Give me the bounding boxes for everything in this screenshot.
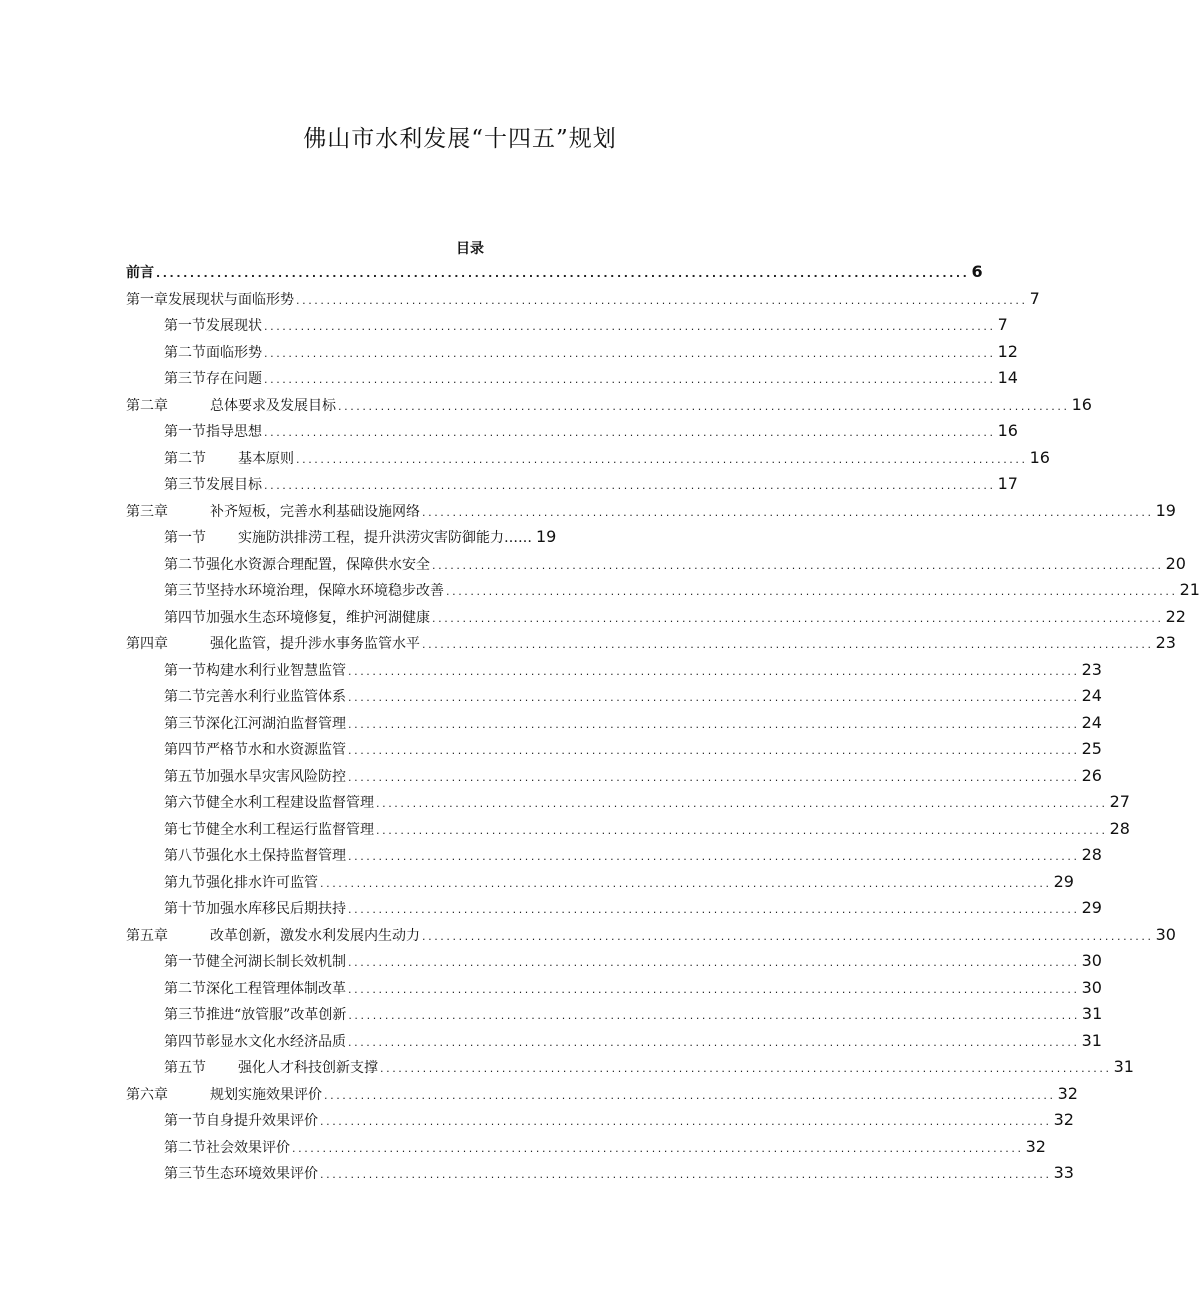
toc-entry-label [164, 368, 262, 388]
toc-page-number: 16 [997, 421, 1018, 440]
toc-page-number: 32 [1025, 1136, 1046, 1156]
toc-entry[interactable] [164, 792, 1130, 814]
toc-entry-label [164, 898, 346, 918]
toc-entry-number: 第八节强化水土保持监督管理 [164, 848, 346, 864]
toc-page-number: 23 [1155, 633, 1176, 652]
toc-entry-number: 第九节强化排水许可监管 [164, 874, 318, 891]
toc-entry[interactable] [164, 553, 1186, 576]
toc-entry-number: 第三节深化江河湖泊监督管理 [164, 715, 346, 732]
toc-page-number: 16 [1071, 394, 1092, 414]
toc-page-number: 30 [1081, 977, 1102, 997]
toc-leader-dots: ........................................................................................................................ [324, 1088, 1056, 1102]
toc-page-number: 25 [1081, 739, 1102, 758]
toc-entry[interactable] [164, 712, 1102, 735]
toc-entry-label [164, 1163, 318, 1183]
toc-entry-number: 前言 [126, 265, 154, 281]
toc-page-number: 31 [1113, 1057, 1134, 1076]
toc-leader-dots: ........................................................................................................................ [156, 267, 970, 280]
toc-entry[interactable] [164, 341, 1018, 364]
toc-leader-dots: ........................................................................................................................ [348, 1009, 1080, 1022]
toc-page-number: 19 [536, 527, 557, 546]
toc-entry[interactable] [126, 1083, 1078, 1106]
toc-leader-dots: ........................................................................................................................ [264, 426, 996, 439]
toc-entry-number: 第二节完善水利行业监管体系 [164, 689, 346, 705]
toc-entry-label [126, 395, 336, 415]
toc-entry-number: 第三节坚持水环境治理，保障水环境稳步改善 [164, 583, 444, 599]
toc-entry[interactable] [164, 606, 1186, 629]
toc-leader-dots: ........................................................................................................................ [348, 717, 1080, 731]
toc-page-number: 12 [997, 341, 1018, 361]
toc-page-number: 30 [1081, 951, 1102, 970]
toc-entry-label [164, 421, 262, 441]
toc-page-number: 16 [1029, 447, 1050, 467]
toc-entry-title: 总体要求及发展目标 [210, 397, 336, 414]
toc-entry-number: 第三节发展目标 [164, 477, 262, 493]
toc-entry[interactable] [164, 368, 1018, 390]
toc-entry-number: 第三节存在问题 [164, 371, 262, 387]
toc-entry[interactable] [164, 871, 1074, 894]
toc-entry-title: 规划实施效果评价 [210, 1086, 322, 1103]
toc-page-number: 32 [1053, 1110, 1074, 1129]
toc-leader-dots: ........................................................................................................................ [264, 346, 996, 360]
toc-page-number: 7 [997, 315, 1008, 334]
toc-entry[interactable] [126, 288, 1040, 311]
toc-entry-label [164, 1137, 290, 1157]
toc-leader-dots: ........................................................................................................................ [320, 876, 1052, 890]
toc-entry-label [164, 1004, 346, 1024]
toc-entry-number: 第五节加强水旱灾害风险防控 [164, 768, 346, 785]
toc-entry-number: 第一章发展现状与面临形势 [126, 291, 294, 308]
toc-page-number: 23 [1081, 659, 1102, 679]
toc-entry-number: 第三章 [126, 503, 168, 520]
toc-entry-number: 第四节加强水生态环境修复，维护河湖健康 [164, 609, 430, 626]
toc-entry-label [164, 766, 346, 786]
toc-entry[interactable] [164, 845, 1102, 867]
toc-page-number: 33 [1053, 1163, 1074, 1182]
toc-entry-number: 第六章 [126, 1086, 168, 1103]
toc-entry-number: 第一节构建水利行业智慧监管 [164, 662, 346, 679]
toc-entry-title: 补齐短板，完善水利基础设施网络 [210, 503, 420, 520]
toc-page-number: 22 [1165, 606, 1186, 626]
toc-leader-dots: ........................................................................................................................ [348, 664, 1080, 678]
toc-entry-label [164, 474, 262, 494]
toc-entry-label [164, 739, 346, 759]
toc-entry[interactable] [126, 394, 1092, 417]
toc-entry-number: 第二节深化工程管理体制改革 [164, 980, 346, 997]
toc-leader-dots: ........................................................................................................................ [446, 585, 1178, 598]
toc-leader-dots: ........................................................................................................................ [296, 452, 1028, 466]
toc-entry[interactable] [164, 527, 640, 549]
toc-entry-title: 强化监管，提升涉水事务监管水平 [210, 636, 420, 652]
toc-entry[interactable] [164, 1004, 1103, 1026]
toc-entry-label [164, 527, 532, 547]
toc-entry[interactable] [126, 500, 1176, 523]
toc-page-number: 28 [1109, 818, 1130, 838]
toc-entry[interactable] [164, 447, 1050, 470]
toc-entry-label [164, 1110, 318, 1130]
toc-entry[interactable] [164, 474, 1018, 496]
toc-entry-number: 第七节健全水利工程运行监督管理 [164, 821, 374, 838]
toc-page-number: 30 [1155, 924, 1176, 944]
toc-entry-label [126, 633, 420, 653]
toc-leader-dots: ........................................................................................................................ [422, 929, 1154, 943]
toc-page-number: 32 [1057, 1083, 1078, 1103]
toc-entry-number: 第二章 [126, 397, 168, 414]
toc-entry-label [164, 580, 444, 600]
toc-entry-number: 第三节生态环境效果评价 [164, 1166, 318, 1182]
toc-page-number: 14 [997, 368, 1018, 387]
toc-entry-label [164, 342, 262, 362]
toc-leader-dots: ........................................................................................................................ [338, 399, 1070, 413]
toc-entry-title: 基本原则 [238, 450, 294, 467]
toc-entry[interactable] [126, 262, 983, 284]
toc-entry-label [164, 792, 374, 812]
toc-entry[interactable] [164, 1136, 1046, 1159]
toc-entry-label [164, 978, 346, 998]
toc-page-number: 20 [1165, 553, 1186, 573]
toc-page-number: 24 [1081, 686, 1102, 705]
toc-entry-label [164, 607, 430, 627]
toc-entry[interactable] [164, 1163, 1074, 1185]
toc-page-number: 29 [1081, 898, 1102, 917]
toc-leader-dots: ........................................................................................................................ [320, 1168, 1052, 1181]
toc-leader-dots: ........................................................................................................................ [264, 373, 996, 386]
toc-entry-title: 改革创新，激发水利发展内生动力 [210, 927, 420, 944]
toc-entry[interactable] [164, 1110, 1074, 1132]
toc-page-number: 7 [1029, 288, 1040, 308]
toc-entry-label [126, 925, 420, 945]
toc-entry-label [164, 448, 294, 468]
toc-entry-label [126, 262, 154, 282]
toc-page-number: 6 [971, 262, 983, 281]
toc-leader-dots: ........................................................................................................................ [422, 505, 1154, 519]
toc-entry-number: 第三节推进“放管服”改革创新 [164, 1007, 347, 1023]
toc-leader-dots: ........................................................................................................................ [320, 1115, 1052, 1128]
document-title: 佛山市水利发展“十四五”规划 [303, 126, 617, 152]
toc-entry-number: 第二节社会效果评价 [164, 1139, 290, 1156]
toc-entry[interactable] [126, 633, 1176, 655]
toc-entry-number: 第四节彰显水文化水经济品质 [164, 1033, 346, 1050]
toc-entry-label [164, 845, 346, 865]
toc-entry-label [126, 1084, 322, 1104]
toc-page-number: 31 [1081, 1004, 1103, 1023]
toc-entry-label [164, 686, 346, 706]
toc-leader-dots: ........................................................................................................................ [348, 1035, 1080, 1049]
toc-leader-dots: ........................................................................................................................ [432, 611, 1164, 625]
toc-page-number: 21 [1179, 580, 1200, 599]
toc-leader-dots: ........................................................................................................................ [348, 744, 1080, 757]
toc-leader-dots: ........................................................................................................................ [264, 320, 996, 333]
toc-entry-label [164, 951, 346, 971]
toc-page-number: 31 [1081, 1030, 1102, 1050]
toc-entry-number: 第五章 [126, 927, 168, 944]
toc-entry[interactable] [164, 977, 1102, 1000]
toc-leader-dots: ........................................................................................................................ [292, 1141, 1024, 1155]
toc-entry-label [164, 872, 318, 892]
toc-entry[interactable] [164, 315, 1008, 337]
toc-page-number: 24 [1081, 712, 1102, 732]
toc-page-number: 17 [997, 474, 1018, 493]
toc-leader-dots: ........................................................................................................................ [422, 638, 1154, 651]
toc-entry[interactable] [164, 739, 1102, 761]
toc-leader-dots: ........................................................................................................................ [264, 479, 996, 492]
toc-entry[interactable] [164, 765, 1102, 788]
toc-entry-label [126, 501, 420, 521]
toc-entry-label [164, 660, 346, 680]
toc-leader-dots: ........................................................................................................................ [376, 797, 1108, 810]
toc-entry[interactable] [164, 898, 1102, 920]
toc-heading: 目录 [456, 241, 484, 257]
toc-entry-number: 第五节 [164, 1060, 206, 1076]
toc-entry-label [164, 554, 430, 574]
toc-leader-dots: ........................................................................................................................ [348, 903, 1080, 916]
toc-entry-number: 第二节面临形势 [164, 344, 262, 361]
toc-entry[interactable] [164, 686, 1102, 708]
toc-entry[interactable] [164, 951, 1102, 973]
toc-page-number: 27 [1109, 792, 1130, 811]
toc-page-number: 28 [1081, 845, 1102, 864]
toc-entry-label [164, 315, 262, 335]
toc-entry[interactable] [126, 924, 1176, 947]
toc-entry-number: 第二节 [164, 450, 206, 467]
toc-leader-dots: ........................................................................................................................ [348, 850, 1080, 863]
toc-entry-number: 第一节 [164, 530, 206, 546]
toc-entry-title: 实施防洪排涝工程，提升洪涝灾害防御能力…… [238, 530, 532, 546]
toc-entry-number: 第十节加强水库移民后期扶持 [164, 901, 346, 917]
toc-leader-dots: ........................................................................................................................ [348, 956, 1080, 969]
toc-page-number: 19 [1155, 500, 1176, 520]
toc-entry[interactable] [164, 1057, 1134, 1079]
toc-page-number: 26 [1081, 765, 1102, 785]
toc-entry-number: 第六节健全水利工程建设监督管理 [164, 795, 374, 811]
toc-entry[interactable] [164, 580, 1200, 602]
toc-entry-number: 第一节发展现状 [164, 318, 262, 334]
toc-entry-label [126, 289, 294, 309]
toc-leader-dots: ........................................................................................................................ [380, 1062, 1112, 1075]
toc-entry-label [164, 713, 346, 733]
toc-entry-number: 第一节指导思想 [164, 424, 262, 440]
toc-entry-number: 第一节健全河湖长制长效机制 [164, 954, 346, 970]
toc-entry-label [164, 1031, 346, 1051]
toc-entry-number: 第四节严格节水和水资源监管 [164, 742, 346, 758]
toc-entry[interactable] [164, 421, 1018, 443]
toc-entry-title: 强化人才科技创新支撑 [238, 1060, 378, 1076]
toc-leader-dots: ........................................................................................................................ [348, 770, 1080, 784]
toc-entry[interactable] [164, 1030, 1102, 1053]
toc-leader-dots: ........................................................................................................................ [348, 982, 1080, 996]
toc-entry[interactable] [164, 659, 1102, 682]
toc-entry-number: 第一节自身提升效果评价 [164, 1113, 318, 1129]
toc-entry-label [164, 819, 374, 839]
toc-entry-number: 第二节强化水资源合理配置，保障供水安全 [164, 556, 430, 573]
toc-leader-dots: ........................................................................................................................ [376, 823, 1108, 837]
toc-leader-dots: ........................................................................................................................ [432, 558, 1164, 572]
toc-leader-dots: ........................................................................................................................ [348, 691, 1080, 704]
toc-entry-label [164, 1057, 378, 1077]
toc-page-number: 29 [1053, 871, 1074, 891]
toc-leader-dots: ........................................................................................................................ [296, 293, 1028, 307]
toc-entry-number: 第四章 [126, 636, 168, 652]
toc-entry[interactable] [164, 818, 1130, 841]
